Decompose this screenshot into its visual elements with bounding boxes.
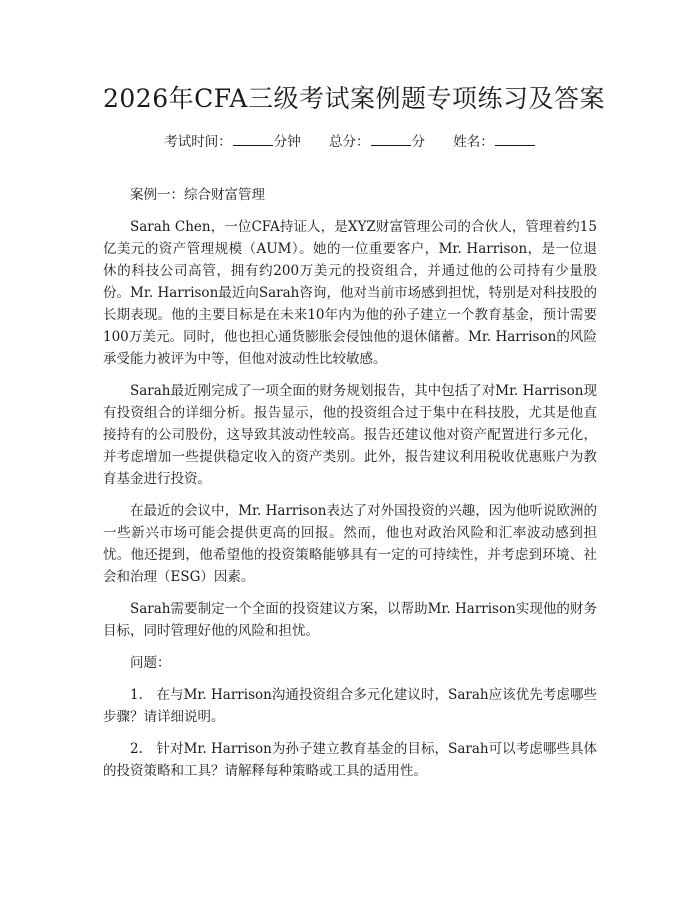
case-paragraph: Sarah Chen，一位CFA持证人，是XYZ财富管理公司的合伙人，管理着约15亿美元的资产管理规模（AUM）。她的一位重要客户，Mr. Harrison，是一位退休的科技公司高管，拥有约200万美元的投资组合，并通过他的公司持有少量股份。Mr. Harrison最近向Sarah咨询，他对当前市场感到担忧，特别是对科技股的长期表现。他的主要目标是在未来10年内为他的孙子建立一个教育基金，预计需要100万美元。同时，他也担心通货膨胀会侵蚀他的退休储蓄。Mr. Harrison的风险承受能力被评为中等，但他对波动性比较敏感。	[103, 219, 597, 367]
exam-info-line	[103, 132, 597, 152]
total-score-blank	[371, 133, 411, 146]
questions-heading: 问题：	[130, 655, 171, 671]
exam-time-unit: 分钟	[273, 134, 301, 150]
total-score-field	[329, 132, 425, 152]
document-body	[103, 184, 597, 782]
case-paragraph: Sarah最近刚完成了一项全面的财务规划报告，其中包括了对Mr. Harrison现有投资组合的详细分析。报告显示，他的投资组合过于集中在科技股，尤其是他直接持有的公司股份，这导致其波动性较高。报告还建议他对资产配置进行多元化，并考虑增加一些提供稳定收入的资产类别。此外，报告建议利用税收优惠账户为教育基金进行投资。	[103, 383, 597, 487]
name-field	[453, 132, 536, 152]
name-blank	[495, 133, 535, 146]
page-title: 2026年CFA三级考试案例题专项练习及答案	[103, 84, 605, 113]
exam-time-label: 考试时间：	[164, 134, 232, 150]
case-heading: 案例一：综合财富管理	[130, 187, 265, 203]
total-score-unit: 分	[411, 134, 425, 150]
case-paragraph: 在最近的会议中，Mr. Harrison表达了对外国投资的兴趣，因为他听说欧洲的一些新兴市场可能会提供更高的回报。然而，他也对政治风险和汇率波动感到担忧。他还提到，他希望他的投资策略能够具有一定的可持续性，并考虑到环境、社会和治理（ESG）因素。	[103, 503, 597, 585]
case-paragraph: Sarah需要制定一个全面的投资建议方案，以帮助Mr. Harrison实现他的财务目标，同时管理好他的风险和担忧。	[103, 601, 597, 639]
name-label: 姓名：	[453, 134, 494, 150]
exam-time-blank	[233, 133, 273, 146]
question-item: 1. 在与Mr. Harrison沟通投资组合多元化建议时，Sarah应该优先考虑哪些步骤？请详细说明。	[103, 687, 597, 725]
question-item: 2. 针对Mr. Harrison为孙子建立教育基金的目标，Sarah可以考虑哪些具体的投资策略和工具？请解释每种策略或工具的适用性。	[103, 741, 597, 779]
exam-time-field	[164, 132, 301, 152]
total-score-label: 总分：	[329, 134, 370, 150]
